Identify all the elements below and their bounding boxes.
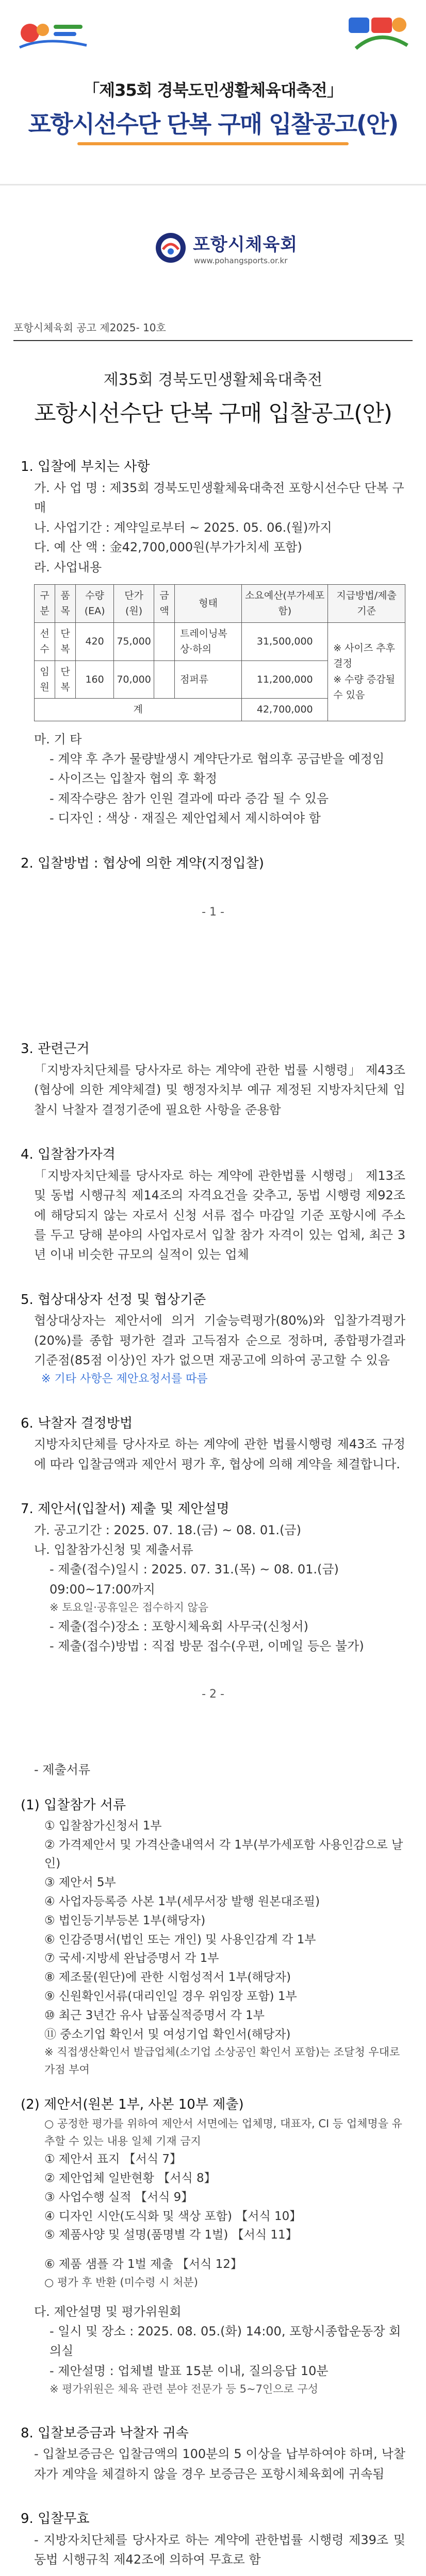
table-cell bbox=[154, 622, 175, 660]
banner-title: 포항시선수단 단복 구매 입찰공고(안) bbox=[28, 110, 398, 138]
notice-number: 포항시체육회 공고 제2025- 10호 bbox=[13, 321, 166, 334]
table-cell: 선수 bbox=[35, 622, 55, 660]
header-banner bbox=[0, 0, 426, 185]
s6-body: 지방자치단체를 당사자로 하는 계약에 관한 법률시행령 제43조 규정에 따라 입찰금액과 제안서 평가 후, 협상에 의해 계약을 체결합니다. bbox=[34, 1437, 405, 1471]
s7-submission-place: - 제출(접수)장소 : 포항시체육회 사무국(신청서) bbox=[50, 1619, 309, 1634]
table-cell: 70,000 bbox=[114, 660, 154, 699]
doc-item: ④ 사업자등록증 사본 1부(세무서장 발행 원본대조필) bbox=[44, 1894, 320, 1908]
proposal-item: ④ 디자인 시안(도식화 및 색상 포함) 【서식 10】 bbox=[44, 2209, 302, 2223]
s8-presentation-date: - 일시 및 장소 : 2025. 08. 05.(화) 14:00, 포항시종합운동장 회의실 bbox=[50, 2324, 401, 2359]
s1-note: - 사이즈는 입찰자 협의 후 확정 bbox=[50, 771, 218, 786]
association-website: www.pohangsports.or.kr bbox=[194, 256, 288, 265]
doc-item: ⑦ 국세·지방세 완납증명서 각 1부 bbox=[44, 1952, 219, 1965]
table-cell: 75,000 bbox=[114, 622, 154, 660]
page-number: - 2 - bbox=[202, 1687, 224, 1701]
table-header: 형태 bbox=[175, 584, 242, 622]
s8-docs-title: - 제출서류 bbox=[34, 1762, 91, 1777]
items-table bbox=[34, 584, 405, 721]
table-cell: 11,200,000 bbox=[242, 660, 328, 699]
s8-presentation-note: ※ 평가위원은 체육 관련 분야 전문가 등 5~7인으로 구성 bbox=[50, 2383, 319, 2396]
document-heading bbox=[0, 368, 426, 432]
table-header: 수량(EA) bbox=[76, 584, 114, 622]
proposal-item: ① 제안서 표지 【서식 7】 bbox=[44, 2153, 182, 2166]
table-header: 구분 bbox=[35, 584, 55, 622]
s7-submission-note: ※ 토요일·공휴일은 접수하지 않음 bbox=[50, 1601, 209, 1614]
document-heading-title: 포항시선수단 단복 구매 입찰공고(안) bbox=[34, 400, 392, 427]
table-header: 품목 bbox=[55, 584, 76, 622]
s8-presentation-format: - 제안설명 : 업체별 발표 15분 이내, 질의응답 10분 bbox=[50, 2363, 329, 2378]
s1-notes-label: 마. 기 타 bbox=[34, 732, 82, 747]
table-header: 소요예산(부가세포함) bbox=[242, 584, 328, 622]
s4-body: 「지방자치단체를 당사자로 하는 계약에 관한법률 시행령」 제13조 및 동법 시행규칙 제14조의 자격요건을 갖추고, 동법 시행령 제92조에 해당되지 않는 자로서 신청 서류 접수 마감일 기준 포항시에 주소를 두고 당해 분야의 사업자로서 입찰 참가 자격이 있는 업체, 최근 3년 이내 비슷한 규모의 실적이 있는 업체 bbox=[34, 1168, 405, 1262]
s8-presentation-label: 다. 제안설명 및 평가위원회 bbox=[34, 2304, 182, 2319]
s5-hint: ※ 기타 사항은 제안요청서를 따름 bbox=[41, 1372, 208, 1386]
document-body bbox=[0, 456, 426, 2576]
banner-subtitle: 「제35회 경북도민생활체육대축전」 bbox=[83, 80, 343, 100]
section-3-title: 3. 관련근거 bbox=[21, 1041, 90, 1057]
s8-sub2-note: ○ 공정한 평가를 위하여 제안서 서면에는 업체명, 대표자, CI 등 업체명을 유추할 수 있는 내용 일체 기재 금지 bbox=[44, 2117, 402, 2147]
s1-scope-label: 라. 사업내용 bbox=[34, 560, 102, 574]
proposal-item: ③ 사업수행 실적 【서식 9】 bbox=[44, 2190, 193, 2204]
s8-sub2-title: (2) 제안서(원본 1부, 사본 10부 제출) bbox=[21, 2096, 244, 2112]
table-header: 금액 bbox=[154, 584, 175, 622]
pohang-festival-logo bbox=[346, 12, 413, 60]
table-cell: 트레이닝복 상·하의 bbox=[175, 622, 242, 660]
section-6-title: 6. 낙찰자 결정방법 bbox=[21, 1415, 133, 1431]
doc-item: ⑪ 중소기업 확인서 및 여성기업 확인서(해당자) bbox=[44, 2027, 291, 2041]
pohang-slogan-logo bbox=[14, 15, 92, 57]
header-divider bbox=[13, 340, 413, 341]
table-cell: 단복 bbox=[55, 660, 76, 699]
s5-body: 협상대상자는 제안서에 의거 기술능력평가(80%)와 입찰가격평가(20%)를 종합 평가한 결과 고득점자 순으로 정하며, 종합평가결과 기준점(85점 이상)인 자가 없으면 재공고에 의하여 공고할 수 있음 bbox=[34, 1313, 405, 1368]
table-header: 지급방법/제출 기준 bbox=[328, 584, 405, 622]
table-header: 단가(원) bbox=[114, 584, 154, 622]
section-5-title: 5. 협상대상자 선정 및 협상기준 bbox=[21, 1292, 206, 1308]
table-total-label: 계 bbox=[35, 699, 242, 721]
s8-sub1-title: (1) 입찰참가 서류 bbox=[21, 1798, 126, 1814]
proposal-item: ② 제안업체 일반현황 【서식 8】 bbox=[44, 2172, 216, 2185]
section-7-title: 7. 제안서(입찰서) 제출 및 제안설명 bbox=[21, 1501, 230, 1517]
association-header bbox=[0, 185, 426, 319]
proposal-samples-note: ○ 평가 후 반환 (미수령 시 처분) bbox=[44, 2276, 198, 2289]
association-emblem-icon bbox=[155, 232, 187, 264]
s1-budget: 다. 예 산 액 : 金42,700,000원(부가가치세 포함) bbox=[34, 540, 302, 555]
doc-item: ⑧ 제조물(원단)에 관한 시험성적서 1부(해당자) bbox=[44, 1971, 291, 1985]
section-1-title: 1. 입찰에 부치는 사항 bbox=[21, 459, 150, 475]
table-cell: 단복 bbox=[55, 622, 76, 660]
s1-note: - 계약 후 추가 물량발생시 계약단가로 협의후 공급받을 예정임 bbox=[50, 752, 385, 767]
s7-submission-date: - 제출(접수)일시 : 2025. 07. 31.(목) ~ 08. 01.(금) 09:00~17:00까지 bbox=[50, 1562, 339, 1597]
s1-note: - 디자인 : 색상 · 재질은 제안업체서 제시하여야 함 bbox=[50, 811, 321, 826]
doc-item: ② 가격제안서 및 가격산출내역서 각 1부(부가세포함 사용인감으로 날인) bbox=[44, 1838, 403, 1871]
association-name: 포항시체육회 bbox=[193, 234, 298, 255]
document-heading-event: 제35회 경북도민생활체육대축전 bbox=[103, 371, 323, 389]
table-cell: 420 bbox=[76, 622, 114, 660]
table-row bbox=[35, 622, 405, 660]
section-9-title: 9. 입찰무효 bbox=[21, 2511, 90, 2527]
table-cell bbox=[154, 660, 175, 699]
s1-project-period: 나. 사업기간 : 계약일로부터 ~ 2025. 05. 06.(월)까지 bbox=[34, 520, 332, 535]
table-note-size: ※ 사이즈 추후 결정 bbox=[333, 642, 395, 670]
doc-item: ⑩ 최근 3년간 유사 납품실적증명서 각 1부 bbox=[44, 2008, 265, 2022]
s7-submission-label: 나. 입찰참가신청 및 제출서류 bbox=[34, 1543, 193, 1557]
s1-note: - 제작수량은 참가 인원 결과에 따라 증감 될 수 있음 bbox=[50, 791, 329, 806]
table-cell: 점퍼류 bbox=[175, 660, 242, 699]
table-cell: 31,500,000 bbox=[242, 622, 328, 660]
table-cell: 임원 bbox=[35, 660, 55, 699]
s10-body: - 지방자치단체를 당사자로 하는 계약에 관한법률 시행령 제39조 및 동법 시행규칙 제42조에 의하여 무효로 함 bbox=[34, 2532, 405, 2567]
table-cell: 160 bbox=[76, 660, 114, 699]
proposal-samples: ⑥ 제품 샘플 각 1벌 제출 【서식 12】 bbox=[44, 2258, 242, 2272]
section-2-title: 2. 입찰방법 : 협상에 의한 계약(지정입찰) bbox=[21, 855, 264, 871]
items-table-header-row bbox=[35, 584, 405, 622]
s9-body: - 입찰보증금은 입찰금액의 100분의 5 이상을 납부하여야 하며, 낙찰자가 계약을 체결하지 않을 경우 보증금은 포항시체육회에 귀속됨 bbox=[34, 2447, 405, 2481]
proposal-item: ⑤ 제품사양 및 설명(품명별 각 1벌) 【서식 11】 bbox=[44, 2228, 298, 2242]
doc-item: ③ 제안서 5부 bbox=[44, 1876, 116, 1890]
s8-docs-note: ※ 직접생산확인서 발급업체(소기업 소상공인 확인서 포함)는 조달청 우대로 가점 부여 bbox=[44, 2046, 400, 2076]
table-note-cell bbox=[328, 622, 405, 721]
s1-project-name: 가. 사 업 명 : 제35회 경북도민생활체육대축전 포항시선수단 단복 구매 bbox=[34, 480, 404, 515]
s7-submission-method: - 제출(접수)방법 : 직접 방문 접수(우편, 이메일 등은 불가) bbox=[50, 1639, 364, 1654]
doc-item: ① 입찰참가신청서 1부 bbox=[44, 1819, 162, 1833]
table-note-qty: ※ 수량 증감될 수 있음 bbox=[333, 673, 395, 701]
doc-item: ⑥ 인감증명서(법인 또는 개인) 및 사용인감계 각 1부 bbox=[44, 1933, 316, 1946]
table-total-value: 42,700,000 bbox=[242, 699, 328, 721]
doc-item: ⑤ 법인등기부등본 1부(해당자) bbox=[44, 1913, 206, 1927]
page-number: - 1 - bbox=[202, 906, 224, 919]
s7-notice-period: 가. 공고기간 : 2025. 07. 18.(금) ~ 08. 01.(금) bbox=[34, 1522, 301, 1537]
banner-underline bbox=[77, 142, 349, 145]
doc-item: ⑨ 신원확인서류(대리인일 경우 위임장 포함) 1부 bbox=[44, 1989, 297, 2003]
section-8-title: 8. 입찰보증금과 낙찰자 귀속 bbox=[21, 2425, 189, 2441]
section-4-title: 4. 입찰참가자격 bbox=[21, 1147, 116, 1163]
s3-body: 「지방자치단체를 당사자로 하는 계약에 관한 법률 시행령」 제43조 (협상에 의한 계약체결) 및 행정자치부 예규 제정된 지방자치단체 입찰시 낙찰자 결정기준에 필요한 사항을 준용함 bbox=[34, 1063, 405, 1117]
